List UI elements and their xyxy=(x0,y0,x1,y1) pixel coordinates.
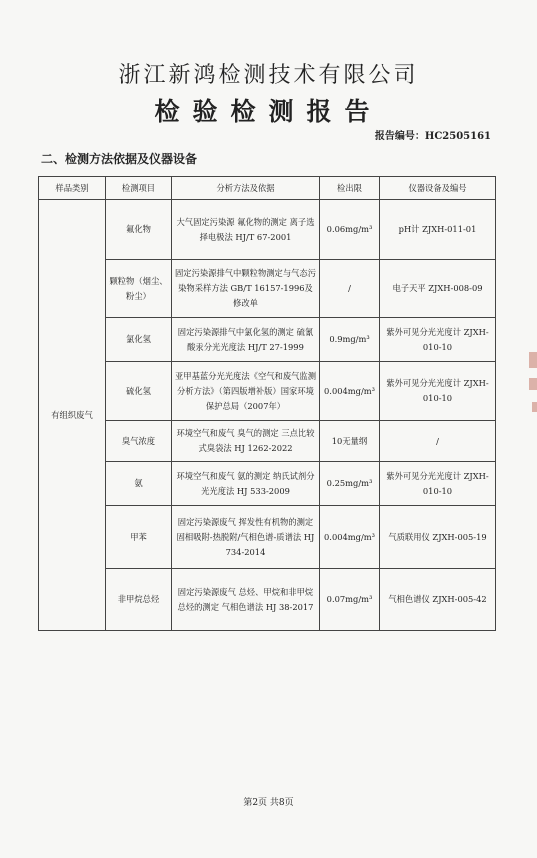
table-row xyxy=(39,200,496,260)
item-cell: 氨 xyxy=(106,462,172,506)
item-cell: 硫化氢 xyxy=(106,362,172,421)
table-row xyxy=(39,318,496,362)
method-cell: 环境空气和废气 臭气的测定 三点比较式臭袋法 HJ 1262-2022 xyxy=(172,421,320,462)
limit-cell: 0.004mg/m³ xyxy=(320,506,380,569)
method-cell: 固定污染源排气中颗粒物测定与气态污染物采样方法 GB/T 16157-1996及修改单 xyxy=(172,260,320,318)
table-row xyxy=(39,421,496,462)
header-limit: 检出限 xyxy=(320,177,380,200)
item-cell: 氟化物 xyxy=(106,200,172,260)
limit-cell: 0.004mg/m³ xyxy=(320,362,380,421)
item-cell: 非甲烷总烃 xyxy=(106,569,172,631)
table-row xyxy=(39,506,496,569)
methods-table xyxy=(38,176,496,631)
edge-stamp-mark xyxy=(529,378,537,390)
limit-cell: 0.07mg/m³ xyxy=(320,569,380,631)
header-method: 分析方法及依据 xyxy=(172,177,320,200)
limit-cell: 0.25mg/m³ xyxy=(320,462,380,506)
category-cell: 有组织废气 xyxy=(39,200,106,631)
instrument-cell: 气相色谱仪 ZJXH-005-42 xyxy=(380,569,496,631)
method-cell: 固定污染源废气 总烃、甲烷和非甲烷总烃的测定 气相色谱法 HJ 38-2017 xyxy=(172,569,320,631)
page-footer: 第2页 共8页 xyxy=(243,798,294,808)
item-cell: 颗粒物（烟尘、粉尘） xyxy=(106,260,172,318)
instrument-cell: 紫外可见分光光度计 ZJXH-010-10 xyxy=(380,318,496,362)
instrument-cell: 电子天平 ZJXH-008-09 xyxy=(380,260,496,318)
header-item: 检测项目 xyxy=(106,177,172,200)
section-heading: 二、检测方法依据及仪器设备 xyxy=(41,152,198,166)
limit-cell: / xyxy=(320,260,380,318)
item-cell: 甲苯 xyxy=(106,506,172,569)
instrument-cell: 紫外可见分光光度计 ZJXH-010-10 xyxy=(380,362,496,421)
instrument-cell: 紫外可见分光光度计 ZJXH-010-10 xyxy=(380,462,496,506)
report-number: 报告编号：HC2505161 xyxy=(374,131,491,142)
instrument-cell: / xyxy=(380,421,496,462)
method-cell: 环境空气和废气 氨的测定 纳氏试剂分光光度法 HJ 533-2009 xyxy=(172,462,320,506)
limit-cell: 0.9mg/m³ xyxy=(320,318,380,362)
table-row xyxy=(39,362,496,421)
table-row xyxy=(39,569,496,631)
report-title: 检验检测报告 xyxy=(154,97,383,126)
instrument-cell: 气质联用仪 ZJXH-005-19 xyxy=(380,506,496,569)
table-row xyxy=(39,260,496,318)
item-cell: 氯化氢 xyxy=(106,318,172,362)
method-cell: 亚甲基蓝分光光度法《空气和废气监测分析方法》（第四版增补版）国家环境保护总局（2007年） xyxy=(172,362,320,421)
header-category: 样品类别 xyxy=(39,177,106,200)
method-cell: 固定污染源排气中氯化氢的测定 硫氰酸汞分光光度法 HJ/T 27-1999 xyxy=(172,318,320,362)
table-header-row xyxy=(39,177,496,200)
company-name: 浙江新鸿检测技术有限公司 xyxy=(118,63,419,88)
table-row xyxy=(39,462,496,506)
edge-stamp-mark xyxy=(529,352,537,368)
header-instrument: 仪器设备及编号 xyxy=(380,177,496,200)
method-cell: 大气固定污染源 氟化物的测定 离子选择电极法 HJ/T 67-2001 xyxy=(172,200,320,260)
limit-cell: 0.06mg/m³ xyxy=(320,200,380,260)
limit-cell: 10无量纲 xyxy=(320,421,380,462)
instrument-cell: pH计 ZJXH-011-01 xyxy=(380,200,496,260)
item-cell: 臭气浓度 xyxy=(106,421,172,462)
edge-stamp-mark xyxy=(532,402,537,412)
method-cell: 固定污染源废气 挥发性有机物的测定 固相吸附-热脱附/气相色谱-质谱法 HJ 734-2014 xyxy=(172,506,320,569)
